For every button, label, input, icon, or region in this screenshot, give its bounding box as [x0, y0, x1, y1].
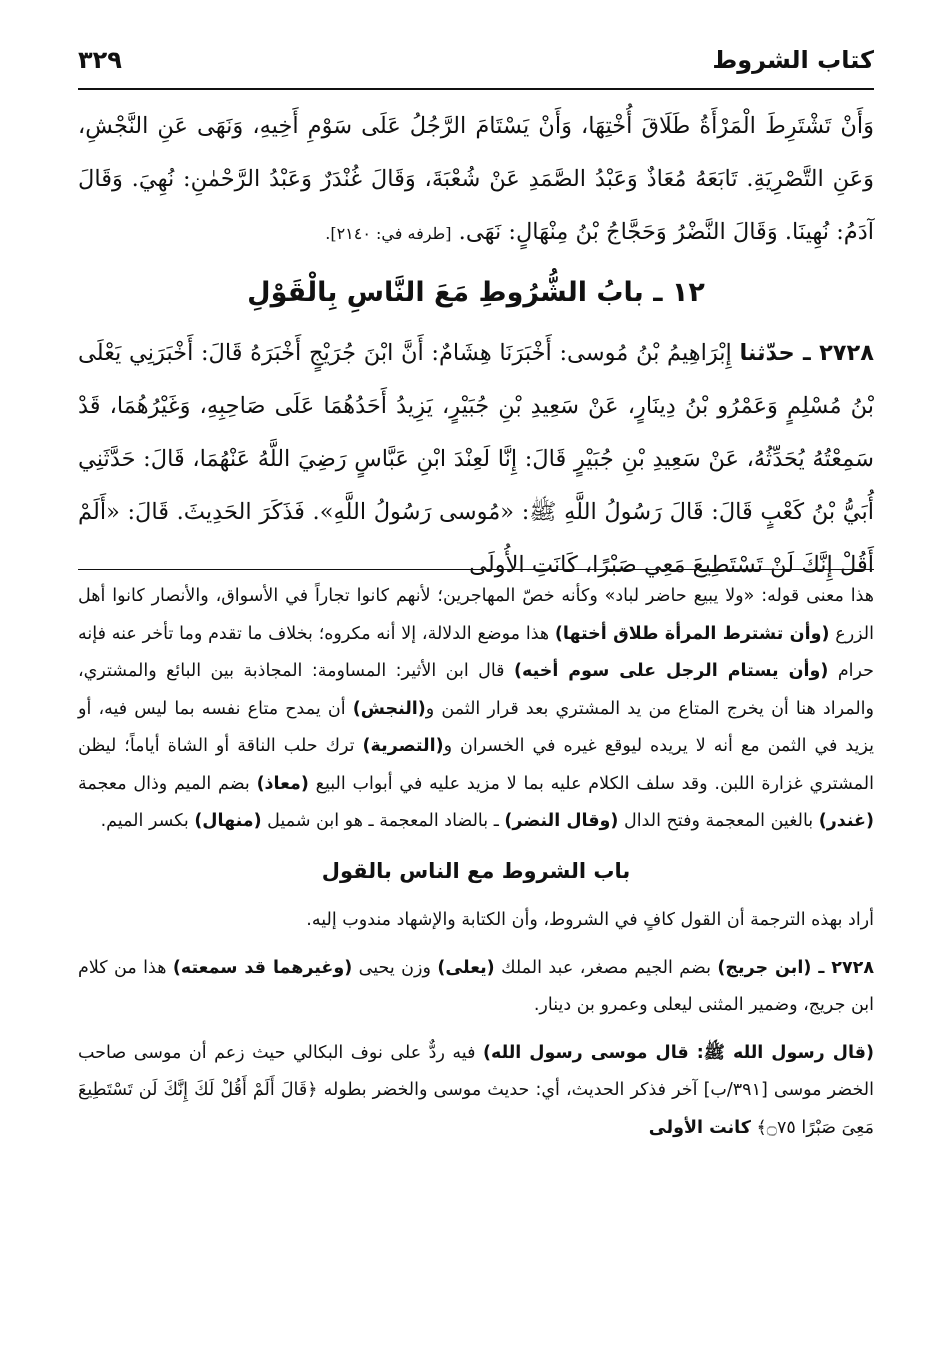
hadith-number: ٢٧٢٨ ـ حدّثنا [739, 340, 874, 366]
bold-term: (وقال النضر) [504, 811, 619, 831]
hadith-text: إِبْرَاهِيمُ بْنُ مُوسى: أَخْبَرَنَا هِشَامٌ: أَنَّ ابْنَ جُرَيْجٍ أَخْبَرَهُ قَالَ: أَخْبَرَنِي يَعْلَى بْنُ مُسْلِمٍ وَعَمْرُو بْنُ دِينَارٍ، عَنْ سَعِيدِ بْنِ جُبَيْرٍ، يَزِيدُ أَحَدُهُمَا عَلَى صَاحِبِهِ، وَغَيْرُهُمَا، قَدْ سَمِعْتُهُ يُحَدِّثُهُ، عَنْ سَعِيدِ بْنِ جُبَيْرٍ قَالَ: إِنَّا لَعِنْدَ ابْنِ عَبَّاسٍ رَضِيَ اللَّهُ عَنْهُمَا، قَالَ: حَدَّثَنِي أُبَيُّ بْنُ كَعْبٍ قَالَ: قَالَ رَسُولُ اللَّهِ ﷺ: «مُوسى رَسُولُ اللَّهِ». فَذَكَرَ الحَدِيثَ. قَالَ: «أَلَمْ أَقُلْ إِنَّكَ لَنْ تَسْتَطِيعَ مَعِي صَبْرًا، كَانَتِ الأُولَى [78, 340, 874, 578]
commentary-heading: باب الشروط مع الناس بالقول [321, 858, 631, 883]
commentary-run: هذا من كلام ابن جريج، وضمير المثنى ليعلى وعمرو بن دينار. [78, 957, 874, 1015]
commentary-run: وزن يحيى [352, 957, 438, 978]
hadith-paragraph [78, 327, 874, 592]
commentary [78, 578, 874, 1147]
commentary-paragraph-2: أراد بهذه الترجمة أن القول كافٍ في الشروط، وأن الكتابة والإشهاد مندوب إليه. [306, 910, 874, 930]
bold-term: كانت الأولى [648, 1117, 751, 1138]
commentary-run: هذا معنى قوله: «ولا يبيع حاضر لباد» وكأنه خصّ المهاجرين؛ لأنهم كانوا تجاراً في الأسواق، والأنصار كانوا أهل الزرع [78, 586, 874, 644]
spacer [78, 940, 874, 950]
commentary-run: بضم الميم وذال معجمة [78, 773, 257, 794]
matn-paragraph-1-text: وَأَنْ تَشْتَرِطَ الْمَرْأَةُ طَلَاقَ أُخْتِهَا، وَأَنْ يَسْتَامَ الرَّجُلُ عَلَى سَوْمِ أَخِيهِ، وَنَهَى عَنِ النَّجْشِ، وَعَنِ التَّصْرِيَةِ. تَابَعَهُ مُعَاذٌ وَعَبْدُ الصَّمَدِ عَنْ شُعْبَةَ، وَقَالَ غُنْدَرٌ وَعَبْدُ الرَّحْمٰنِ: نُهِيَ. وَقَالَ آدَمُ: نُهِينَا. وَقَالَ النَّضْرُ وَحَجَّاجُ بْنُ مِنْهَالٍ: نَهَى. [78, 113, 874, 245]
chapter-heading: ١٢ ـ بابُ الشُّرُوطِ مَعَ النَّاسِ بِالْقَوْلِ [247, 277, 705, 308]
commentary-run: بكسر الميم. [100, 811, 195, 831]
running-title: كتاب الشروط [712, 46, 874, 74]
cross-reference: [طرفه في: ٢١٤٠]. [325, 224, 452, 243]
bold-term: (غندر) [818, 811, 874, 831]
commentary-run: فيه ردٌّ على نوف البكالي حيث زعم أن موسى صاحب الخضر موسى [٣٩١/ب] آخر فذكر الحديث، أي: حديث موسى والخضر بطوله ﴿قَالَ أَلَمْ أَقُلْ لَكَ إِنَّكَ لَن تَسْتَطِيعَ مَعِىَ صَبْرًا ۝٧٥﴾ [78, 1042, 874, 1138]
commentary-run: هذا موضع الدلالة، إلا أنه مكروه؛ بخلاف ما تقدم وما تأخر عنه فإنه حرام [78, 623, 874, 681]
bold-term: (قال رسول الله ﷺ: قال موسى رسول الله) [482, 1042, 874, 1063]
page-header [78, 36, 874, 90]
bold-term: (منهال) [194, 811, 262, 831]
commentary-run: قال ابن الأثير: المساومة: المجاذبة بين البائع والمشتري، والمراد هنا أن يخرج المتاع من يد المشتري بعد قرار الثمن و [78, 661, 874, 719]
commentary-run: بضم الجيم مصغر، عبد الملك [494, 957, 718, 978]
bold-term: (وأن يستام الرجل على سوم أخيه) [513, 661, 829, 681]
main-text [78, 100, 874, 592]
commentary-run: بالغين المعجمة وفتح الدال [618, 811, 819, 831]
commentary-paragraph-4 [78, 1035, 874, 1148]
bold-term: (معاذ) [256, 773, 309, 794]
commentary-run: ـ بالضاد المعجمة ـ هو ابن شميل [261, 811, 505, 831]
bold-term: (يعلى) [437, 957, 495, 978]
commentary-paragraph-1 [78, 578, 874, 841]
footnote-divider [78, 569, 874, 570]
bold-term: (النجش) [352, 698, 426, 719]
commentary-run: أن يمدح متاع نفسه بما ليس فيه، أو يزيد في الثمن مع أنه لا يريده ليوقع غيره في الخسران و [78, 698, 875, 756]
matn-paragraph-1 [78, 100, 874, 260]
bold-term: (وأن تشترط المرأة طلاق أختها) [554, 623, 830, 644]
page-number: ٣٢٩ [78, 46, 122, 74]
bold-term: ٢٧٢٨ ـ [811, 957, 875, 978]
bold-term: (التصرية) [362, 736, 444, 756]
spacer [78, 1025, 874, 1035]
bold-term: (وغيرهما قد سمعته) [172, 957, 353, 978]
commentary-paragraph-3 [78, 950, 874, 1025]
bold-term: (ابن جريج) [717, 957, 812, 978]
commentary-run: ترك حلب الناقة أو الشاة أياماً؛ ليظن المشتري غزارة اللبن. وقد سلف الكلام عليه بما لا مزيد عليه في أبواب البيع [78, 736, 874, 794]
